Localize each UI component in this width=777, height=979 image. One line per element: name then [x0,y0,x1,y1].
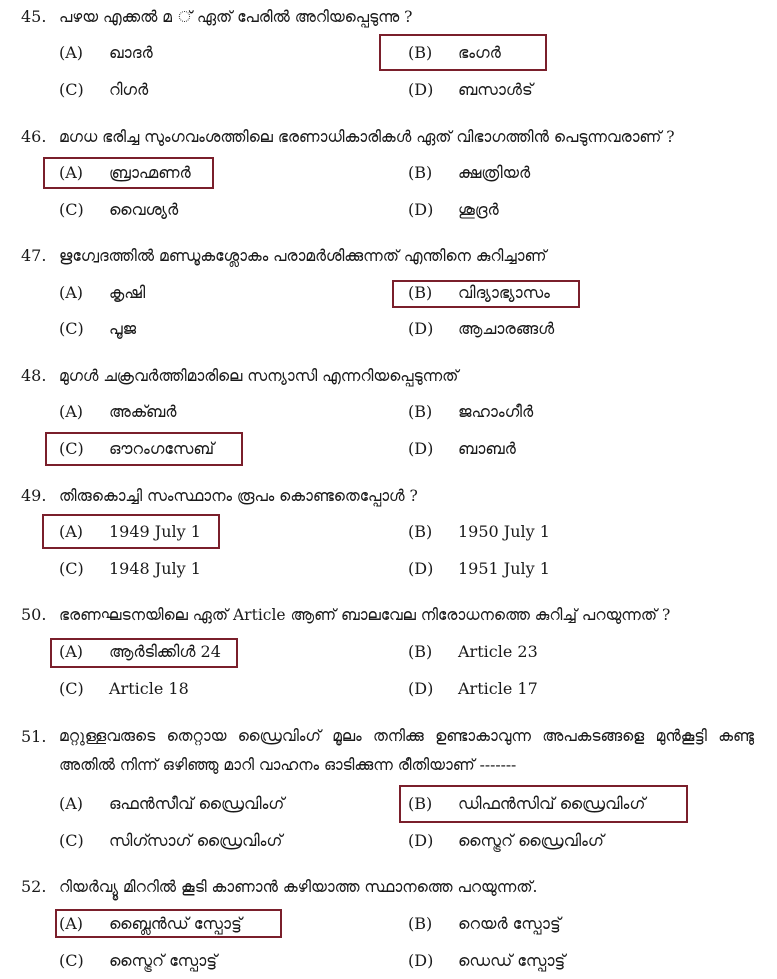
option-label: (C) [59,831,84,850]
option-label: (D) [408,200,434,219]
option-text: ക്ഷത്രിയർ [458,163,531,182]
option-label: (D) [408,439,434,458]
option-label: (B) [408,794,433,813]
option-text: അക്ബർ [109,402,177,421]
option-text: ഡിഫൻസിവ് ഡ്രൈവിംഗ് [458,794,646,813]
option-label: (B) [408,522,433,541]
option-label: (A) [59,914,84,933]
option-label: (A) [59,642,84,661]
option-label: (A) [59,522,84,541]
option-label: (B) [408,163,433,182]
question-number: 48. [21,366,47,385]
option-label: (C) [59,80,84,99]
option-text: ആചാരങ്ങൾ [458,319,555,338]
question-number: 47. [21,246,47,265]
option-text: Article 17 [458,679,538,698]
question-number: 52. [21,877,47,896]
option-label: (B) [408,402,433,421]
option-label: (D) [408,679,434,698]
option-text: സിഗ്സാഗ് ഡ്രൈവിംഗ് [109,831,283,850]
option-label: (A) [59,402,84,421]
option-label: (A) [59,43,84,62]
option-label: (D) [408,951,434,970]
option-text: 1951 July 1 [458,559,550,578]
option-text: 1948 July 1 [109,559,201,578]
question-text: ഋഗ്വേദത്തിൽ മണ്ഡൂകശ്ലോകം പരാമർശിക്കുന്നത് എന്തിനെ കുറിച്ചാണ് [59,247,547,265]
option-text: ഡെഡ് സ്പോട്ട് [458,951,566,970]
question-number: 51. [21,727,47,746]
option-label: (A) [59,163,84,182]
option-text: ബാബർ [458,439,516,458]
option-text: 1949 July 1 [109,522,201,541]
option-text: 1950 July 1 [458,522,550,541]
option-text: റെയർ സ്പോട്ട് [458,914,561,933]
option-text: ഔറംഗസേബ് [109,439,215,458]
option-label: (B) [408,642,433,661]
question-text: റിയർവ്യൂ മിററിൽ കൂടി കാണാൻ കഴിയാത്ത സ്ഥാനത്തെ പറയുന്നത്. [59,878,538,896]
question-text: മറ്റുള്ളവരുടെ തെറ്റായ ഡ്രൈവിംഗ് മൂലം തനിക്കു ഉണ്ടാകാവുന്ന അപകടങ്ങളെ മുൻകൂട്ടി കണ്ടു അതിൽ നിന്ന് ഒഴിഞ്ഞു മാറി വാഹനം ഓടിക്കുന്ന രീതിയാണ് ------- [59,727,754,774]
option-text: ശൂദ്രർ [458,200,499,219]
question-number: 46. [21,127,47,146]
option-text: ജഹാംഗീർ [458,402,534,421]
option-label: (D) [408,831,434,850]
option-label: (B) [408,283,433,302]
option-text: ഒഫൻസീവ് ഡ്രൈവിംഗ് [109,794,285,813]
option-text: ബ്രാഹ്മണർ [109,163,191,182]
option-text: സ്ട്രൈറ് സ്പോട്ട് [109,951,218,970]
option-text: സ്ട്രൈറ് ഡ്രൈവിംഗ് [458,831,604,850]
option-text: കൃഷി [109,283,146,302]
question-number: 49. [21,486,47,505]
option-text: ഭംഗർ [458,43,501,62]
option-label: (A) [59,283,84,302]
option-label: (D) [408,559,434,578]
option-label: (C) [59,679,84,698]
option-text: വൈശ്യർ [109,200,179,219]
option-text: ആർടിക്കിൾ 24 [109,642,221,661]
option-text: Article 23 [458,642,538,661]
question-text: പഴയ എക്കൽ മ ് ഏത് പേരിൽ അറിയപ്പെടുന്നു ? [59,8,413,26]
option-text: വിദ്യാഭ്യാസം [458,283,550,302]
option-text: പൂജ [109,319,137,338]
option-label: (C) [59,559,84,578]
question-number: 45. [21,7,47,26]
question-text: മുഗൾ ചക്രവർത്തിമാരിലെ സന്യാസി എന്നറിയപ്പെടുന്നത് [59,367,459,385]
option-text: ബ്ലൈൻഡ് സ്പോട്ട് [109,914,242,933]
option-text: ഖാദർ [109,43,153,62]
option-label: (A) [59,794,84,813]
option-label: (D) [408,319,434,338]
option-label: (B) [408,43,433,62]
option-label: (C) [59,439,84,458]
option-label: (B) [408,914,433,933]
option-label: (D) [408,80,434,99]
option-label: (C) [59,200,84,219]
option-text: റിഗർ [109,80,149,99]
option-text: Article 18 [109,679,189,698]
question-text: തിരുകൊച്ചി സംസ്ഥാനം രൂപം കൊണ്ടതെപ്പോൾ ? [59,487,418,505]
question-text: മഗധ ഭരിച്ച സുംഗവംശത്തിലെ ഭരണാധികാരികൾ ഏത് വിഭാഗത്തിൻ പെടുന്നവരാണ് ? [59,128,675,146]
option-text: ബസാൾട് [458,80,533,99]
question-text: ഭരണഘടനയിലെ ഏത് Article ആണ് ബാലവേല നിരോധനത്തെ കുറിച്ച് പറയുന്നത് ? [59,606,671,624]
option-label: (C) [59,951,84,970]
option-label: (C) [59,319,84,338]
question-number: 50. [21,605,47,624]
